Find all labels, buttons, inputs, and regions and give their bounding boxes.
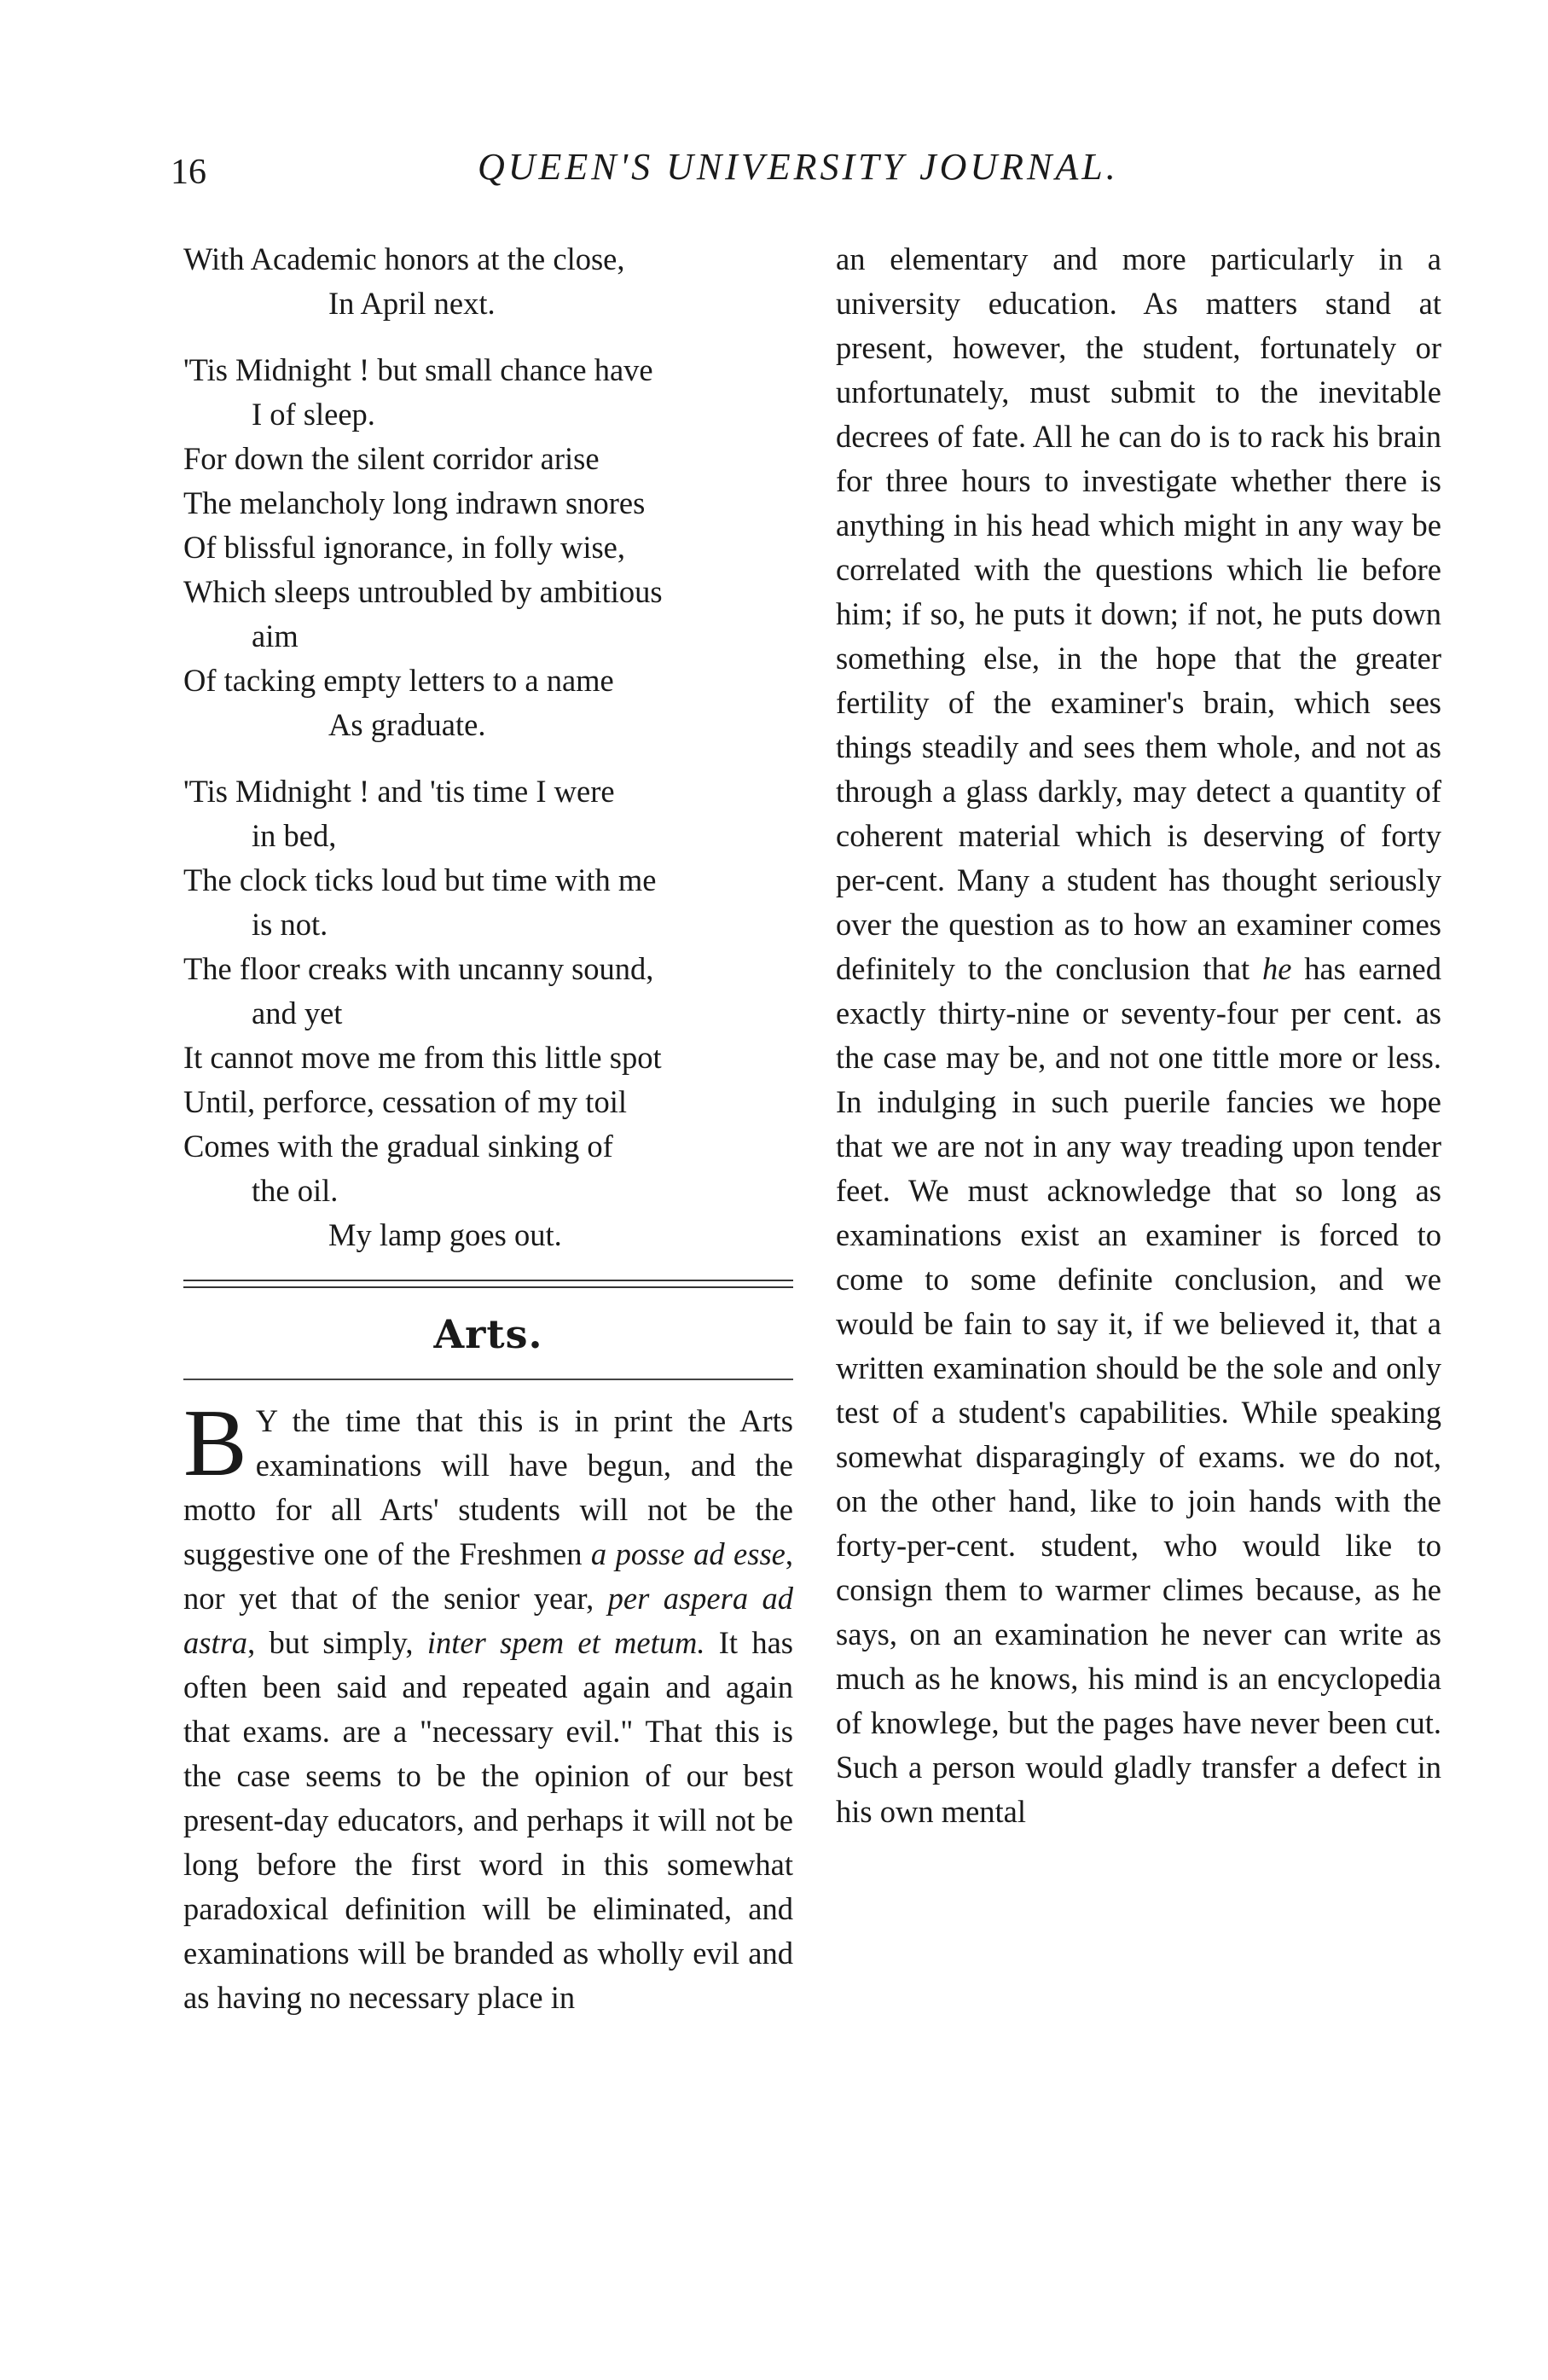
text-run: It has often been said and repeated again and again that exams. are a "necessary evil." That this is the case seems to be the opinion of our best present-day educators, and perhaps it will not be long before the first word in this somewhat paradoxical definition will be eliminated, and examinations will be branded as wholly evil and as having no necessary place in: [183, 1625, 793, 2015]
right-column: [836, 237, 1441, 1834]
heading-rule: [183, 1379, 793, 1380]
poem-line: in bed,: [252, 818, 337, 853]
left-column: [183, 237, 793, 2020]
poem-line: Until, perforce, cessation of my toil: [183, 1084, 627, 1119]
poem-line: The clock ticks loud but time with me: [183, 862, 657, 897]
poem-line: My lamp goes out.: [328, 1217, 562, 1252]
emphasis: he: [1261, 951, 1292, 986]
text-run: Y the time that this is in print the Arts examinations will have begun, and the motto for all Arts' students will not be the suggestive one of the Freshmen: [183, 1403, 793, 1571]
poem-line: Of tacking empty letters to a name: [183, 663, 614, 698]
poem-line: Which sleeps untroubled by ambitious: [183, 574, 663, 609]
poem-stanza-3: [183, 769, 793, 1257]
poem-line: As graduate.: [328, 707, 486, 742]
text-run: has earned exactly thirty-nine or seventy-four per cent. as the case may be, and not one tittle more or less. In indulging in such puerile fancies we hope that we are not in any way treading upon tender feet. We must acknowledge that so long as examinations exist an examiner is forced to come to some definite conclusion, and we would be fain to say it, if we believed it, that a written examination should be the sole and only test of a student's capabilities. While speaking somewhat disparagingly of exams. we do not, on the other hand, like to join hands with the forty-per-cent. student, who would like to consign them to warmer climes because, as he says, on an examination he never can write as much as he knows, his mind is an encyclopedia of knowlege, but the pages have never been cut. Such a person would gladly transfer a defect in his own mental: [836, 951, 1441, 1829]
text-run: , nor yet that of the senior year,: [183, 1536, 793, 1616]
poem-line: 'Tis Midnight ! but small chance have: [183, 352, 653, 387]
poem-line: the oil.: [252, 1173, 339, 1208]
poem-line: 'Tis Midnight ! and 'tis time I were: [183, 774, 615, 809]
journal-title: QUEEN'S UNIVERSITY JOURNAL.: [478, 146, 1119, 188]
text-run: an elementary and more particularly in a university education. As matters stand at present, however, the student, fortunately or unfortunately, must submit to the inevitable decrees of fate. All he can do is to rack his brain for three hours to investigate whether there is anything in his head which might in any way be correlated with the questions which lie before him; if so, he puts it down; if not, he puts down something else, in the hope that the greater fertility of the examiner's brain, which sees things steadily and sees them whole, and not as through a glass darkly, may detect a quantity of coherent material which is deserving of forty per-cent. Many a student has thought seriously over the question as to how an examiner comes definitely to the conclusion that: [836, 241, 1441, 986]
poem-line: Comes with the gradual sinking of: [183, 1129, 613, 1164]
poem-line: For down the silent corridor arise: [183, 441, 600, 476]
latin-phrase: a posse ad esse: [590, 1536, 786, 1571]
section-divider: [183, 1280, 793, 1288]
poem-stanza-1: [183, 237, 793, 326]
arts-paragraph-continued: [836, 237, 1441, 1834]
poem-line: With Academic honors at the close,: [183, 241, 625, 276]
poem-line: is not.: [252, 907, 328, 942]
poem-line: and yet: [252, 996, 343, 1030]
poem-line: The floor creaks with uncanny sound,: [183, 951, 654, 986]
poem-line: I of sleep.: [252, 397, 375, 432]
poem-line: The melancholy long indrawn snores: [183, 485, 646, 520]
poem-line: aim: [252, 618, 299, 653]
poem-line: It cannot move me from this little spot: [183, 1040, 662, 1075]
poem-line: In April next.: [328, 286, 496, 321]
arts-paragraph-1: [183, 1390, 793, 2020]
drop-cap: B: [183, 1390, 247, 1496]
page-number: 16: [171, 153, 206, 192]
latin-phrase: inter spem et metum.: [426, 1625, 705, 1660]
poem-stanza-2: [183, 348, 793, 747]
text-run: , but simply,: [247, 1625, 427, 1660]
poem-line: Of blissful ignorance, in folly wise,: [183, 530, 626, 565]
section-heading-arts: Arts.: [433, 1311, 543, 1357]
latin-phrase: per aspera ad astra: [183, 1581, 793, 1660]
